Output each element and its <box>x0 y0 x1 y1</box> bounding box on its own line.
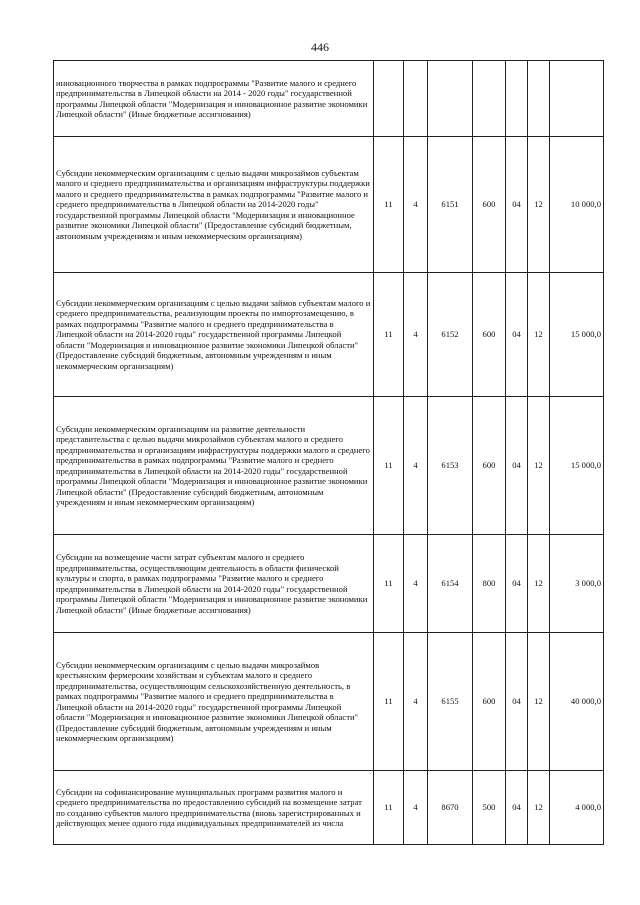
cell-c5: 04 <box>506 535 528 633</box>
table-row <box>54 137 604 273</box>
cell-c2: 4 <box>404 137 428 273</box>
row-description: Субсидии на софинансирование муниципальных программ развития малого и среднего предпринимательства по предоставлению субсидий на возмещение затрат по созданию субъектов малого предпринимательства (вновь зарегистрированных и действующих менее одного года индивидуальных предпринимателей из числа <box>54 771 374 845</box>
cell-c1: 11 <box>374 633 404 771</box>
cell-c6: 12 <box>528 137 550 273</box>
cell-c2: 4 <box>404 273 428 397</box>
cell-c4: 800 <box>473 535 506 633</box>
cell-c3: 6154 <box>428 535 473 633</box>
cell-amount: 3 000,0 <box>550 535 604 633</box>
cell-c6: 12 <box>528 633 550 771</box>
cell-c4: 500 <box>473 771 506 845</box>
cell-c1: 11 <box>374 137 404 273</box>
table-row <box>54 273 604 397</box>
cell-c2 <box>404 61 428 137</box>
cell-c5: 04 <box>506 397 528 535</box>
row-description: Субсидии некоммерческим организациям с целью выдачи микрозаймов субъектам малого и среднего предпринимательства и организациям инфраструктуры поддержки малого и среднего предпринимательства в рамках подпрограммы "Развитие малого и среднего предпринимательства в Липецкой области на 2014-2020 годы" государственной программы Липецкой области "Модернизация и инновационное развитие экономики Липецкой области" (Предоставление субсидий бюджетным, автономным учреждениям и иным некоммерческим организациям) <box>54 137 374 273</box>
row-description: инновационного творчества в рамках подпрограммы "Развитие малого и среднего предпринимательства в Липецкой области на 2014 - 2020 годы" государственной программы Липецкой области "Модернизация и инновационное развитие экономики Липецкой области" (Иные бюджетные ассигнования) <box>54 61 374 137</box>
cell-c4: 600 <box>473 273 506 397</box>
cell-amount: 15 000,0 <box>550 273 604 397</box>
cell-amount <box>550 61 604 137</box>
row-description: Субсидии некоммерческим организациям с целью выдачи микрозаймов крестьянским фермерским хозяйствам и субъектам малого и среднего предпринимательства, осуществляющим сельскохозяйственную деятельность, в рамках подпрограммы "Развитие малого и среднего предпринимательства в Липецкой области на 2014-2020 годы" государственной программы Липецкой области "Модернизация и инновационное развитие экономики Липецкой области" (Предоставление субсидий бюджетным, автономным учреждениям и иным некоммерческим организациям) <box>54 633 374 771</box>
cell-c3: 6151 <box>428 137 473 273</box>
row-description: Субсидии некоммерческим организациям с целью выдачи займов субъектам малого и среднего предпринимательства, реализующим проекты по импортозамещению, в рамках подпрограммы "Развитие малого и среднего предпринимательства в Липецкой области на 2014-2020 годы" государственной программы Липецкой области "Модернизация и инновационное развитие экономики Липецкой области" (Предоставление субсидий бюджетным, автономным учреждениям и иным некоммерческим организациям) <box>54 273 374 397</box>
cell-c1: 11 <box>374 771 404 845</box>
row-description: Субсидии некоммерческим организациям на развитие деятельности представительства с целью выдачи микрозаймов субъектам малого и среднего предпринимательства и организациям инфраструктуры поддержки малого и среднего предпринимательства в рамках подпрограммы "Развитие малого и среднего предпринимательства в Липецкой области на 2014-2020 годы" государственной программы Липецкой области "Модернизация и инновационное развитие экономики Липецкой области" (Предоставление субсидий бюджетным, автономным учреждениям и иным некоммерческим организациям) <box>54 397 374 535</box>
table-row <box>54 535 604 633</box>
table-row <box>54 771 604 845</box>
cell-c2: 4 <box>404 771 428 845</box>
cell-c4: 600 <box>473 397 506 535</box>
cell-c2: 4 <box>404 397 428 535</box>
table-row <box>54 61 604 137</box>
cell-amount: 10 000,0 <box>550 137 604 273</box>
cell-c5: 04 <box>506 273 528 397</box>
cell-c3: 6153 <box>428 397 473 535</box>
cell-c3: 8670 <box>428 771 473 845</box>
cell-c1: 11 <box>374 397 404 535</box>
cell-c6: 12 <box>528 771 550 845</box>
cell-c5: 04 <box>506 771 528 845</box>
cell-c6: 12 <box>528 535 550 633</box>
cell-c2: 4 <box>404 633 428 771</box>
cell-c1: 11 <box>374 535 404 633</box>
cell-c1: 11 <box>374 273 404 397</box>
cell-c1 <box>374 61 404 137</box>
cell-c2: 4 <box>404 535 428 633</box>
table-row <box>54 633 604 771</box>
cell-amount: 40 000,0 <box>550 633 604 771</box>
cell-c6: 12 <box>528 273 550 397</box>
cell-c6: 12 <box>528 397 550 535</box>
cell-c5 <box>506 61 528 137</box>
cell-c3 <box>428 61 473 137</box>
cell-c4: 600 <box>473 137 506 273</box>
row-description: Субсидии на возмещение части затрат субъектам малого и среднего предпринимательства, осуществляющим деятельность в области физической культуры и спорта, в рамках подпрограммы "Развитие малого и среднего предпринимательства в Липецкой области на 2014-2020 годы" государственной программы Липецкой области "Модернизация и инновационное развитие экономики Липецкой области" (Иные бюджетные ассигнования) <box>54 535 374 633</box>
cell-c6 <box>528 61 550 137</box>
cell-amount: 15 000,0 <box>550 397 604 535</box>
cell-c5: 04 <box>506 633 528 771</box>
table-row <box>54 397 604 535</box>
cell-amount: 4 000,0 <box>550 771 604 845</box>
budget-table <box>53 60 604 845</box>
cell-c4: 600 <box>473 633 506 771</box>
cell-c4 <box>473 61 506 137</box>
page-number: 446 <box>311 40 329 54</box>
cell-c3: 6155 <box>428 633 473 771</box>
cell-c3: 6152 <box>428 273 473 397</box>
cell-c5: 04 <box>506 137 528 273</box>
